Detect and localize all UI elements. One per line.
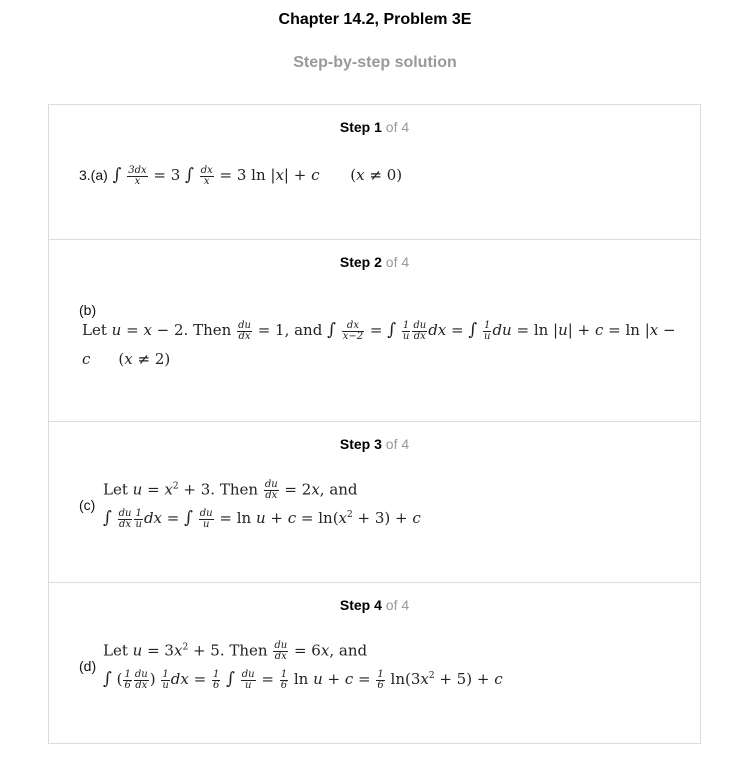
- step-number: 2: [374, 254, 382, 270]
- step-number: 4: [374, 597, 382, 613]
- step-2-heading: [49, 254, 700, 270]
- step-3-equation-line2: ∫ $\frac{du}{dx}$ $\frac{1}{u}$ dx = ∫ $\frac{du}{u}$ = $\ln u + c = \ln(x^2 + 3) + c$: [103, 507, 421, 530]
- step-of-total: of 4: [385, 597, 410, 613]
- step-of-total: of 4: [385, 436, 410, 452]
- step-2-equation-line2: c (x ≠ 2): [82, 350, 171, 368]
- step-3-equation-line1: Let $u = x^2 + 3$. Then $\frac{du}{dx}$ = 2x, and: [103, 479, 358, 501]
- step-label: (c): [79, 497, 96, 513]
- step-4: [49, 583, 700, 743]
- step-of-total: of 4: [385, 119, 410, 135]
- page-title: Chapter 14.2, Problem 3E: [278, 11, 472, 28]
- step-1: [49, 105, 700, 240]
- step-4-equation-line2: ∫ ( $\frac{1}{6}$ $\frac{du}{dx}$ ) $\frac{1}{u}$ dx = $\frac{1}{6}$ ∫ $\frac{du}{u}$ = $\frac{1}{6}$ ln u + c = $\frac{1}{6}$ $\ln(3x^2 + 5) + c$: [103, 668, 503, 691]
- step-number: 1: [374, 119, 382, 135]
- step-label: (d): [79, 658, 97, 674]
- step-2-equation-line1: Let u = x − 2. Then $\frac{du}{dx}$ = 1, and ∫ $\frac{dx}{x-2}$ = ∫ $\frac{1}{u}$ $\frac{du}{dx}$ dx = ∫ $\frac{1}{u}$ du = ln |u| + c = ln |x −: [82, 319, 676, 342]
- step-label: 3.(a): [79, 167, 108, 183]
- step-number: 3: [374, 436, 382, 452]
- step-4-equation-line1: Let $u = 3x^2 + 5$. Then $\frac{du}{dx}$ = 6x, and: [103, 640, 368, 662]
- step-2: [49, 240, 700, 422]
- step-3-heading: [49, 436, 700, 452]
- step-of-total: of 4: [385, 254, 410, 270]
- step-3: [49, 422, 700, 583]
- step-1-heading: [49, 119, 700, 135]
- steps-container: [48, 104, 701, 744]
- step-4-heading: [49, 597, 700, 613]
- step-word: Step: [339, 119, 371, 135]
- page-subtitle: Step-by-step solution: [293, 54, 457, 71]
- step-label: (b): [79, 302, 97, 318]
- step-word: Step: [339, 597, 371, 613]
- step-word: Step: [339, 254, 371, 270]
- step-1-equation: 3.(a) ∫ $\frac{3dx}{x}$ = 3 ∫ $\frac{dx}{x}$ = 3 ln |x| + c (x ≠ 0): [79, 164, 403, 187]
- step-word: Step: [339, 436, 371, 452]
